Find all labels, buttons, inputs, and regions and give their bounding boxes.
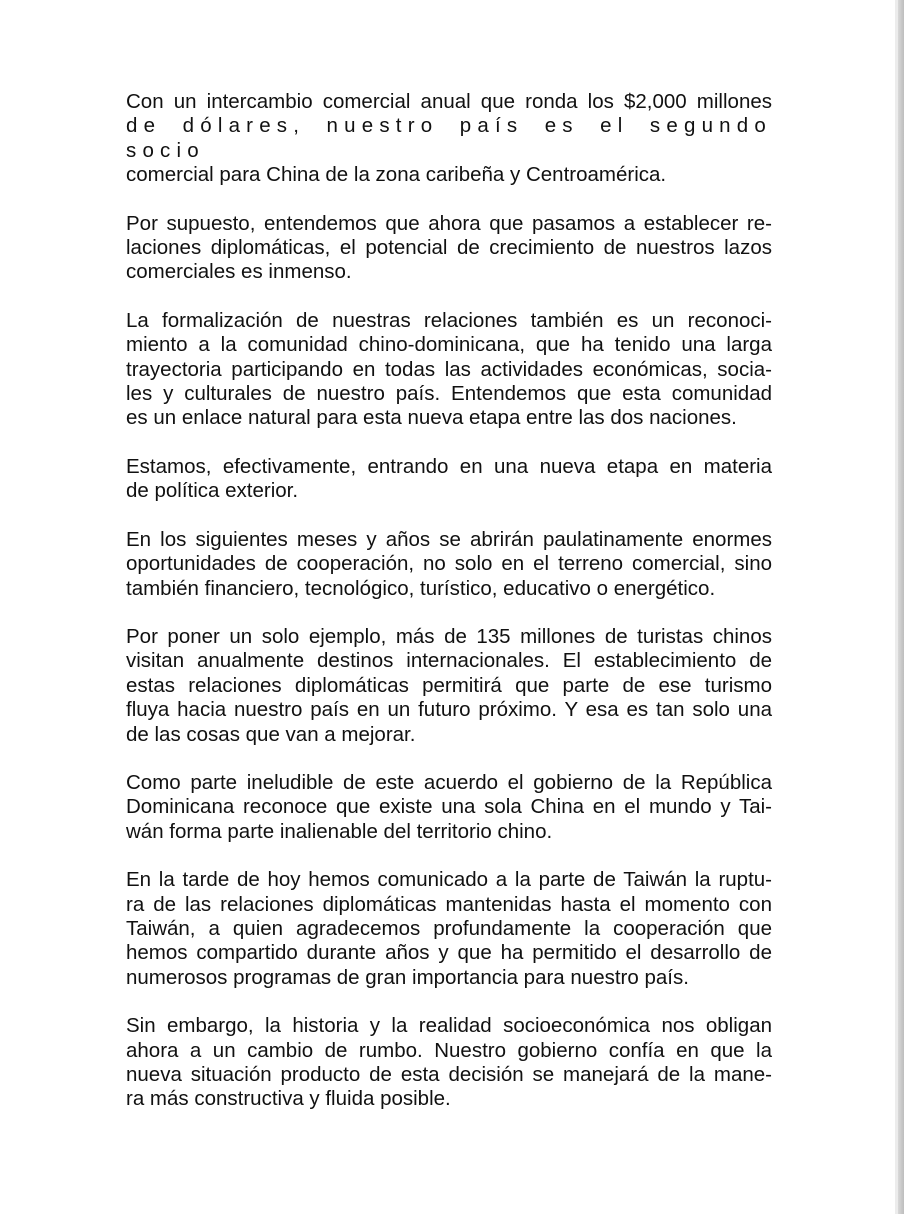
paragraph [126, 528, 772, 601]
paragraph [126, 90, 772, 188]
text-line: fluya hacia nuestro país en un futuro próximo. Y esa es tan solo una [126, 698, 772, 722]
text-line: Estamos, efectivamente, entrando en una nueva etapa en materia [126, 454, 772, 478]
text-line: miento a la comunidad chino-dominicana, que ha tenido una larga [126, 333, 772, 357]
text-line: Sin embargo, la historia y la realidad socioeconómica nos obligan [126, 1014, 772, 1038]
text-line: wán forma parte inalienable del territorio chino. [126, 819, 553, 843]
text-line: La formalización de nuestras relaciones también es un reconoci- [126, 308, 772, 332]
text-line: es un enlace natural para esta nueva etapa entre las dos naciones. [126, 406, 737, 430]
text-line: En los siguientes meses y años se abrirán paulatinamente enormes [126, 527, 772, 551]
page-edge [898, 0, 904, 1214]
text-line: estas relaciones diplomáticas permitirá que parte de ese turismo [126, 673, 772, 697]
text-line: ra más constructiva y fluida posible. [126, 1087, 451, 1111]
text-line: oportunidades de cooperación, no solo en el terreno comercial, sino [126, 552, 772, 576]
text-line: comerciales es inmenso. [126, 260, 352, 284]
paragraph [126, 868, 772, 990]
text-line: Por supuesto, entendemos que ahora que pasamos a establecer re- [126, 211, 772, 235]
text-line: ra de las relaciones diplomáticas mantenidas hasta el momento con [126, 892, 772, 916]
text-line: comercial para China de la zona caribeña y Centroamérica. [126, 163, 667, 187]
text-line: de política exterior. [126, 479, 299, 503]
text-line: numerosos programas de gran importancia para nuestro país. [126, 965, 689, 989]
text-line: de las cosas que van a mejorar. [126, 722, 416, 746]
text-line: Dominicana reconoce que existe una sola China en el mundo y Tai- [126, 795, 772, 819]
paragraph [126, 771, 772, 844]
text-line: ahora a un cambio de rumbo. Nuestro gobierno confía en que la [126, 1038, 772, 1062]
paragraph [126, 309, 772, 431]
paragraph [126, 455, 772, 504]
document-body [126, 90, 772, 1112]
text-line: Por poner un solo ejemplo, más de 135 millones de turistas chinos [126, 624, 772, 648]
text-line: visitan anualmente destinos internacionales. El establecimiento de [126, 649, 772, 673]
text-line: nueva situación producto de esta decisión se manejará de la mane- [126, 1063, 772, 1086]
text-line: les y culturales de nuestro país. Entendemos que esta comunidad [126, 382, 772, 406]
text-line: trayectoria participando en todas las actividades económicas, socia- [126, 357, 772, 381]
text-line: laciones diplomáticas, el potencial de crecimiento de nuestros lazos [126, 236, 772, 260]
paragraph [126, 625, 772, 747]
paragraph [126, 212, 772, 285]
text-line: En la tarde de hoy hemos comunicado a la parte de Taiwán la ruptu- [126, 868, 772, 892]
text-line: hemos compartido durante años y que ha permitido el desarrollo de [126, 941, 772, 965]
text-line: de dólares, nuestro país es el segundo socio [126, 114, 772, 162]
text-line: Taiwán, a quien agradecemos profundamente la cooperación que [126, 916, 772, 940]
text-line: Como parte ineludible de este acuerdo el gobierno de la República [126, 770, 772, 794]
paragraph [126, 1014, 772, 1112]
text-line: Con un intercambio comercial anual que ronda los $2,000 millones [126, 90, 772, 113]
text-line: también financiero, tecnológico, turístico, educativo o energético. [126, 576, 716, 600]
